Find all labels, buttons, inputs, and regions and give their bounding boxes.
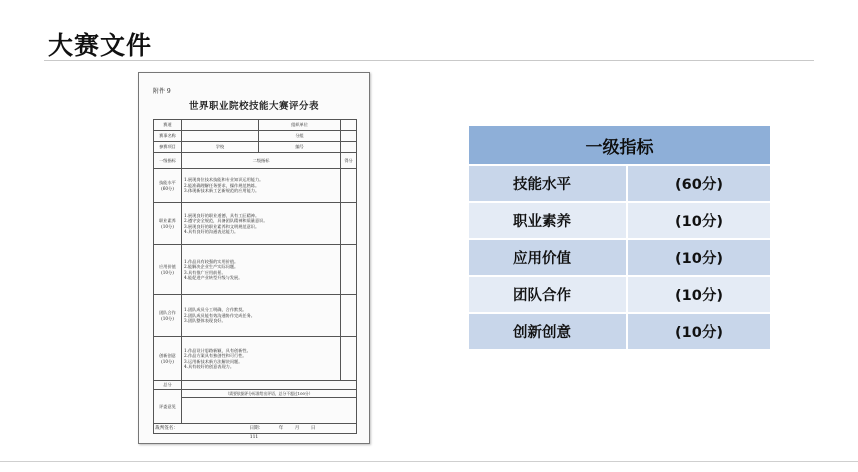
indicator-score: (10分) [627,202,770,239]
indicator-name: 创新创意 [469,313,627,350]
form-cell-blank [182,120,259,131]
form-cell-seat: 编号 [259,142,341,153]
title-divider [44,60,814,61]
form-section-label: 技能水平 (60分) [154,169,182,203]
indicator-score: (60分) [627,165,770,202]
form-cell-org: 组织单位 [259,120,341,131]
indicator-row [469,313,770,350]
form-cell-track: 赛道 [154,120,182,131]
form-section-label: 创新创意 (10分) [154,337,182,381]
indicator-row [469,202,770,239]
indicator-table-header: 一级指标 [469,126,770,165]
scoring-form-table [153,119,357,434]
form-section-criteria: 1.作品设计思路新颖，具有创新性。 2.作品方案具有独创性和可行性。 3.运用新技术新方法解决问题。 4.具有较好的创意表现力。 [182,337,341,381]
indicator-name: 职业素养 [469,202,627,239]
form-section-score [341,203,357,245]
indicator-row [469,165,770,202]
form-section-label: 团队合作 (10分) [154,295,182,337]
scoring-form-document [138,72,370,444]
indicator-score: (10分) [627,276,770,313]
page-number: 111 [249,435,259,440]
form-cell-blank [341,142,357,153]
date-year: 年 [278,425,284,431]
form-cell-group: 分组 [259,131,341,142]
indicator-score: (10分) [627,239,770,276]
form-section-criteria: 1.展现良好的职业道德，具有工匠精神。 2.遵守安全规范，具备团队精神和质量意识。 3.展现良好的职业素养和文明规范意识。 4.具有良好的沟通表达能力。 [182,203,341,245]
judge-signature-label: 裁判签名： [155,425,178,431]
form-cell-blank [341,120,357,131]
form-section-score [341,169,357,203]
form-cell-event: 赛事名称 [154,131,182,142]
form-cell-project: 参赛项目 [154,142,182,153]
indicator-name: 技能水平 [469,165,627,202]
form-section-score [341,245,357,295]
form-comment-area [182,398,357,424]
date-month: 月 [294,425,300,431]
form-comment-note: （需要依据评分标准给出评语，总分不超过100分） [182,390,357,398]
form-cell-blank [341,131,357,142]
form-total-value [182,381,357,390]
form-header-score: 得分 [341,153,357,169]
form-cell-blank [182,131,259,142]
form-total-label: 总分 [154,381,182,390]
date-label: 日期： [249,425,264,431]
indicator-name: 应用价值 [469,239,627,276]
annex-label: 附件 9 [153,88,171,95]
indicator-name: 团队合作 [469,276,627,313]
indicator-score: (10分) [627,313,770,350]
bottom-divider [0,461,858,462]
indicator-table [469,126,770,351]
form-section-score [341,337,357,381]
form-cell-school: 学校 [182,142,259,153]
form-comment-label: 评委意见 [154,390,182,424]
form-section-score [341,295,357,337]
date-day: 日 [310,425,316,431]
form-title: 世界职业院校技能大赛评分表 [188,101,319,112]
form-section-criteria: 1.作品具有较强的实用价值。 2.能解决企业生产实际问题。 3.具有推广应用前景。 4.能促进产业转型升级与发展。 [182,245,341,295]
indicator-row [469,239,770,276]
form-section-criteria: 1.团队成员分工明确，合作默契。 2.团队成员能有效沟通协作完成任务。 3.团队整体表现良好。 [182,295,341,337]
form-header-level1: 一级指标 [154,153,182,169]
form-signature-row [154,424,357,434]
form-section-label: 职业素养 (10分) [154,203,182,245]
form-section-label: 应用价值 (10分) [154,245,182,295]
form-header-level2: 二级指标 [182,153,341,169]
indicator-row [469,276,770,313]
slide-title: 大赛文件 [48,31,153,60]
form-section-criteria: 1.展现岗位技术技能和专业知识运用能力。 2.能准确理解任务要求，操作规范熟练。 3.体现新技术新工艺新规范的应用能力。 [182,169,341,203]
